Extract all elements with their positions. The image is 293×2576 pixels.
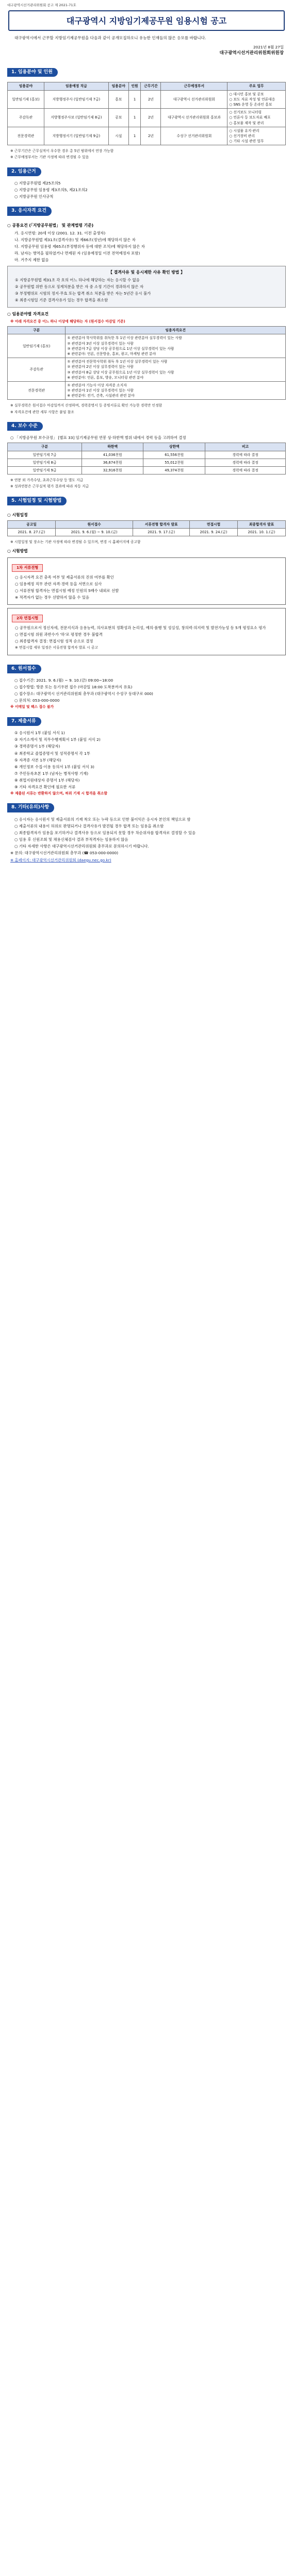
page-title: 대구광역시 지방임기제공무원 임용시험 공고 — [8, 10, 285, 31]
schedule-cell: 2021. 8. 27.(금) — [8, 528, 56, 536]
column-header: 원서접수 — [55, 520, 133, 528]
column-header: 근무예정부서 — [161, 82, 227, 90]
column-header: 최종합격자 발표 — [238, 520, 286, 528]
stage-2-item: ○ 면접시험 위원 과반수가 '하'로 평정한 경우 불합격 — [15, 632, 103, 637]
section-3-title: 3. 응시자격 요건 — [7, 207, 52, 216]
basis-item: ○ 지방공무원 인사규칙 — [14, 194, 54, 199]
document-item: ① 응시원서 1부 (붙임 서식 1) — [14, 731, 65, 736]
caution-item: ○ 최종합격자가 임용을 포기하거나 결격사유 등으로 임용되지 못할 경우 차순위자를 합격자로 결정할 수 있음 — [14, 831, 196, 836]
table-row — [8, 467, 286, 474]
caution-item: ○ 임용 후 신원조회 및 채용신체검사 결과 부적격자는 임용하지 않음 — [14, 837, 128, 842]
table-cell: 1 — [128, 127, 141, 145]
common-requirement: 나. 지방공무원법 제31조(결격사유) 및 제66조(정년)에 해당하지 않은 자 — [14, 237, 136, 242]
common-requirement: 라. 남자는 병역을 필하였거나 면제된 자 (임용예정일 이전 전역예정자 포함) — [14, 250, 140, 256]
stage-1-box — [7, 557, 286, 605]
schedule-table — [7, 520, 286, 536]
section-4-title: 4. 보수 수준 — [7, 422, 43, 431]
table-cell: 55,012천원 — [143, 459, 205, 466]
documents-note: ※ 제출된 서류는 반환하지 않으며, 허위 기재 시 합격을 취소함 — [10, 791, 108, 796]
table-cell: ① 관련분야 기능사 이상 자격증 소지자 ② 관련분야 1년 이상 실무경력이 있는 사람 ※ 관련분야: 전기, 건축, 시설관리 관련 분야 — [66, 381, 286, 400]
document-item: ⑤ 자격증 사본 1부 (해당자) — [14, 757, 61, 762]
disqualification-item: ① 지방공무원법 제31조 각 호의 어느 하나에 해당하는 자는 응시할 수 없음 — [15, 277, 140, 282]
stage-1-item: ○ 임용예정 직무 관련 자격·경력 등을 서면으로 심사 — [15, 581, 102, 586]
common-requirement: 마. 거주지 제한 없음 — [14, 258, 49, 263]
stage-2-item: ○ 공무원으로서 정신자세, 전문지식과 응용능력, 의사표현의 정확성과 논리성, 예의·품행 및 성실성, 창의력·의지력 및 발전가능성 등 5개 평정요소 평가 — [15, 625, 266, 631]
column-header: 임용자격요건 — [66, 327, 286, 334]
section-7-title: 7. 제출서류 — [7, 717, 41, 726]
intro-text: 대구광역시에서 근무할 지방임기제공무원을 다음과 같이 공개모집하오니 유능한 인재들의 많은 응모를 바랍니다. — [14, 35, 206, 40]
caution-item: ○ 기타 자세한 사항은 대구광역시선거관리위원회 총무과로 문의하시기 바랍니다. — [14, 844, 149, 849]
common-requirement: 다. 지방공무원 임용령 제65조(부정행위자 등에 대한 조치)에 해당하지 않은 자 — [14, 244, 145, 249]
disqualification-title: 【 결격사유 및 응시제한 사유 확인 방법 】 — [108, 270, 185, 275]
table-cell: ① 관련분야 전문학사학위 취득 후 1년 이상 실무경력이 있는 사람 ② 관련분야 2년 이상 실무경력이 있는 사람 ③ 관련분야 8급 상당 이상 공무원으로 1년 이상 실무경력이 있는 사람 ※ 관련분야: 언론, 홍보, 방송, 모니터링 관련 분야 — [66, 358, 286, 382]
note-line: ※ 성과연봉은 근무실적 평가 결과에 따라 차등 지급 — [10, 484, 89, 489]
table-cell: 시설 — [108, 127, 128, 145]
stage-1-item: ○ 서류전형 합격자는 면접시험 예정 인원의 5배수 내외로 선발 — [15, 588, 119, 594]
schedule-cell: 2021. 9. 17.(금) — [133, 528, 190, 536]
application-item: ○ 접수방법: 방문 또는 등기우편 접수 (마감일 18:00 도착분까지 유효) — [14, 685, 133, 690]
table-cell: 주감독관 — [8, 358, 66, 382]
salary-table — [7, 443, 286, 474]
column-header: 임용분야 — [108, 82, 128, 90]
requirements-table — [7, 326, 286, 400]
schedule-cell: 2021. 9. 24.(금) — [190, 528, 238, 536]
table-cell: 대구광역시 선거관리위원회 — [161, 90, 227, 109]
stage-2-note: ※ 면접시험 세부 일정은 서류전형 합격자 발표 시 공고 — [15, 646, 98, 650]
field-requirements-heading: ○ 임용분야별 자격요건 — [7, 312, 49, 317]
contact-line: ※ 문의: 대구광역시선거관리위원회 총무과 (☎ 053-000-0000) — [10, 851, 119, 856]
stage-2-label: 2차 면접시험 — [12, 615, 43, 622]
note-line: ※ 실무경력은 원서접수 마감일까지 산정하며, 경력증명서 등 증빙서류로 확인 가능한 경력만 인정함 — [10, 403, 162, 408]
column-header: 주요 업무 — [227, 82, 286, 90]
document-item: ⑥ 개인정보 수집·이용 동의서 1부 (붙임 서식 3) — [14, 764, 94, 769]
column-header: 구분 — [8, 327, 66, 334]
table-cell: 36,674천원 — [82, 459, 143, 466]
table-row — [8, 127, 286, 145]
table-row — [8, 334, 286, 358]
notice-date: 2021년 8월 27일 — [253, 44, 284, 49]
disqualification-box — [7, 266, 286, 308]
column-header: 근무기간 — [141, 82, 161, 90]
table-cell: 일반임기제 9급 — [8, 467, 82, 474]
column-header: 서류전형 합격자 발표 — [133, 520, 190, 528]
table-cell: ① 관련분야 학사학위를 취득한 후 1년 이상 관련분야 실무경력이 있는 사람 ② 관련분야 3년 이상 실무경력이 있는 사람 ③ 관련분야 7급 상당 이상 공무원으로 1년 이상 실무경력이 있는 사람 ※ 관련분야: 언론, 신문방송, 홍보, 광고, 마케팅 관련 분야 — [66, 334, 286, 358]
document-item: ⑨ 기타 자격요건 확인에 필요한 서류 — [14, 785, 76, 790]
table-cell: 지방행정서기 (일반임기제 9급) — [44, 127, 108, 145]
table-cell: 2년 — [141, 109, 161, 127]
homepage-link[interactable]: ※ 홈페이지: 대구광역시선거관리위원회 (daegu.nec.go.kr) — [10, 857, 111, 862]
column-header: 상한액 — [143, 443, 205, 451]
table-row — [8, 109, 286, 127]
application-item: ○ 접수기간: 2021. 9. 6.(월) ~ 9. 10.(금) 09:00~18:00 — [14, 678, 113, 683]
caution-item: ○ 제출서류의 내용이 허위로 판명되거나 결격사유가 발견될 경우 합격 또는 임용을 취소함 — [14, 823, 164, 828]
document-item: ④ 최종학교 졸업증명서 및 성적증명서 각 1부 — [14, 751, 90, 756]
signature: 대구광역시선거관리위원회위원장 — [219, 50, 284, 56]
table-cell: 공보 — [108, 109, 128, 127]
stage-1-label: 1차 서류전형 — [12, 564, 43, 572]
table-row — [8, 90, 286, 109]
section-1-title: 1. 임용분야 및 인원 — [7, 68, 58, 77]
column-header: 공고일 — [8, 520, 56, 528]
schedule-heading: ○ 시험일정 — [7, 513, 28, 518]
stage-2-box — [7, 608, 286, 655]
salary-description: ○ 「지방공무원 보수규정」 [별표 33] 임기제공무원 연봉 상·하한액 범위 내에서 경력 등을 고려하여 결정 — [10, 435, 186, 440]
document-item: ⑦ 주민등록초본 1부 (남자는 병적사항 기재) — [14, 771, 89, 776]
table-cell: 41,036천원 — [82, 451, 143, 459]
document-item: ⑧ 취업지원대상자 증명서 1부 (해당자) — [14, 777, 80, 783]
table-cell: 경력에 따라 결정 — [205, 459, 286, 466]
schedule-cell: 2021. 9. 6.(월) ~ 9. 10.(금) — [55, 528, 133, 536]
note-line: ※ 연봉 외 가족수당, 초과근무수당 등 별도 지급 — [10, 478, 84, 483]
stage-1-item: ○ 응시자격 요건 충족 여부 및 제출서류의 진위 여부를 확인 — [15, 574, 114, 580]
notice-number: 대구광역시선거관리위원회 공고 제 2021-71호 — [7, 3, 76, 7]
table-cell: 경력에 따라 결정 — [205, 467, 286, 474]
table-row — [8, 358, 286, 382]
table-cell: 지방행정주사보 (일반임기제 8급) — [44, 109, 108, 127]
table-row — [8, 451, 286, 459]
section-2-title: 2. 임용근거 — [7, 167, 41, 177]
disqualification-item: ③ 부정행위로 시험의 정지·무효 또는 합격 취소 처분을 받은 자는 5년간 응시 불가 — [15, 291, 151, 296]
table-cell: 경력에 따라 결정 — [205, 451, 286, 459]
positions-table — [7, 82, 286, 145]
table-cell: ○ 대시민 홍보 및 공보 ○ 보도 자료 작성 및 언론대응 ○ SNS 운영 등 온라인 홍보 — [227, 90, 286, 109]
column-header: 임용예정 직급 — [44, 82, 108, 90]
table-cell: 전문경력관 — [8, 381, 66, 400]
note-line: ※ 근무예정부서는 기관 사정에 따라 변경될 수 있음 — [10, 155, 89, 160]
table-cell: 대구광역시 선거관리위원회 홍보과 — [161, 109, 227, 127]
table-cell: 일반임기제 8급 — [8, 459, 82, 466]
note-line: ※ 근무기간은 근무실적이 우수한 경우 총 5년 범위에서 연장 가능함 — [10, 149, 114, 154]
table-cell: 2년 — [141, 90, 161, 109]
table-cell: 32,916천원 — [82, 467, 143, 474]
column-header: 인원 — [128, 82, 141, 90]
table-cell: 2년 — [141, 127, 161, 145]
document-item: ③ 경력증명서 1부 (해당자) — [14, 744, 60, 749]
basis-item: ○ 지방공무원법 제25조의5 — [14, 181, 61, 186]
application-note: ※ 이메일 및 팩스 접수 불가 — [10, 705, 54, 709]
schedule-note: ※ 시험일정 및 장소는 기관 사정에 따라 변경될 수 있으며, 변경 시 홈페이지에 공고함 — [10, 540, 141, 545]
method-heading: ○ 시험방법 — [7, 549, 28, 554]
basis-item: ○ 지방공무원 임용령 제3조의5, 제21조의2 — [14, 188, 88, 193]
section-6-title: 6. 원서접수 — [7, 665, 41, 674]
table-cell: 61,556천원 — [143, 451, 205, 459]
table-cell: 1 — [128, 109, 141, 127]
table-cell: 일반임기제 (홍보) — [8, 90, 44, 109]
schedule-cell: 2021. 10. 1.(금) — [238, 528, 286, 536]
table-row — [8, 459, 286, 466]
table-cell: 1 — [128, 90, 141, 109]
disqualification-item: ④ 최종시험일 기준 결격사유가 있는 경우 합격을 취소함 — [15, 298, 108, 303]
section-5-title: 5. 시험일정 및 시험방법 — [7, 497, 67, 506]
table-cell: ○ 선거보도 모니터링 ○ 언론사 등 보도자료 배포 ○ 홍보물 제작 및 관리 — [227, 109, 286, 127]
table-row — [8, 381, 286, 400]
column-header: 임용분야 — [8, 82, 44, 90]
application-item: ○ 문의처: 053-000-0000 — [14, 698, 60, 703]
requirements-intro: ※ 아래 자격요건 중 어느 하나 이상에 해당하는 자 (원서접수 마감일 기준) — [10, 319, 125, 324]
section-8-title: 8. 기타(유의)사항 — [7, 803, 54, 812]
column-header: 비고 — [205, 443, 286, 451]
column-header: 구분 — [8, 443, 82, 451]
table-cell: 49,374천원 — [143, 467, 205, 474]
table-cell: 전문경력관 — [8, 127, 44, 145]
note-line: ※ 자격요건에 관한 세부 사항은 붙임 참조 — [10, 410, 74, 414]
caution-item: ○ 응시자는 응시원서 및 제출서류의 기재 착오 또는 누락 등으로 인한 불이익은 응시자 본인의 책임으로 함 — [14, 817, 191, 822]
document-item: ② 자기소개서 및 직무수행계획서 1부 (붙임 서식 2) — [14, 737, 101, 742]
disqualification-item: ② 공무원법 위반 등으로 징계처분을 받은 자 중 소정 기간이 경과하지 않은 자 — [15, 284, 144, 289]
common-requirement: 가. 응시연령: 20세 이상 (2001. 12. 31. 이전 출생자) — [14, 230, 106, 235]
table-cell: 지방행정주사 (일반임기제 7급) — [44, 90, 108, 109]
table-cell: 홍보 — [108, 90, 128, 109]
table-cell: 일반임기제 7급 — [8, 451, 82, 459]
stage-2-item: ○ 최종합격자 결정: 면접시험 성적 순으로 결정 — [15, 639, 93, 644]
common-requirements-heading: ○ 공통요건 (「지방공무원법」 및 관계법령 기준) — [7, 223, 94, 228]
column-header: 면접시험 — [190, 520, 238, 528]
application-item: ○ 접수장소: 대구광역시 선거관리위원회 총무과 (대구광역시 수성구 동대구로 000) — [14, 691, 153, 697]
stage-1-item: ※ 적격자가 없는 경우 선발하지 않을 수 있음 — [15, 595, 90, 600]
table-cell: 일반임기제 (홍보) — [8, 334, 66, 358]
table-cell: 수성구 선거관리위원회 — [161, 127, 227, 145]
column-header: 하한액 — [82, 443, 143, 451]
table-cell: ○ 시설물 유지·관리 ○ 선거장비 관리 ○ 기타 시설 관련 업무 — [227, 127, 286, 145]
table-cell: 주감독관 — [8, 109, 44, 127]
